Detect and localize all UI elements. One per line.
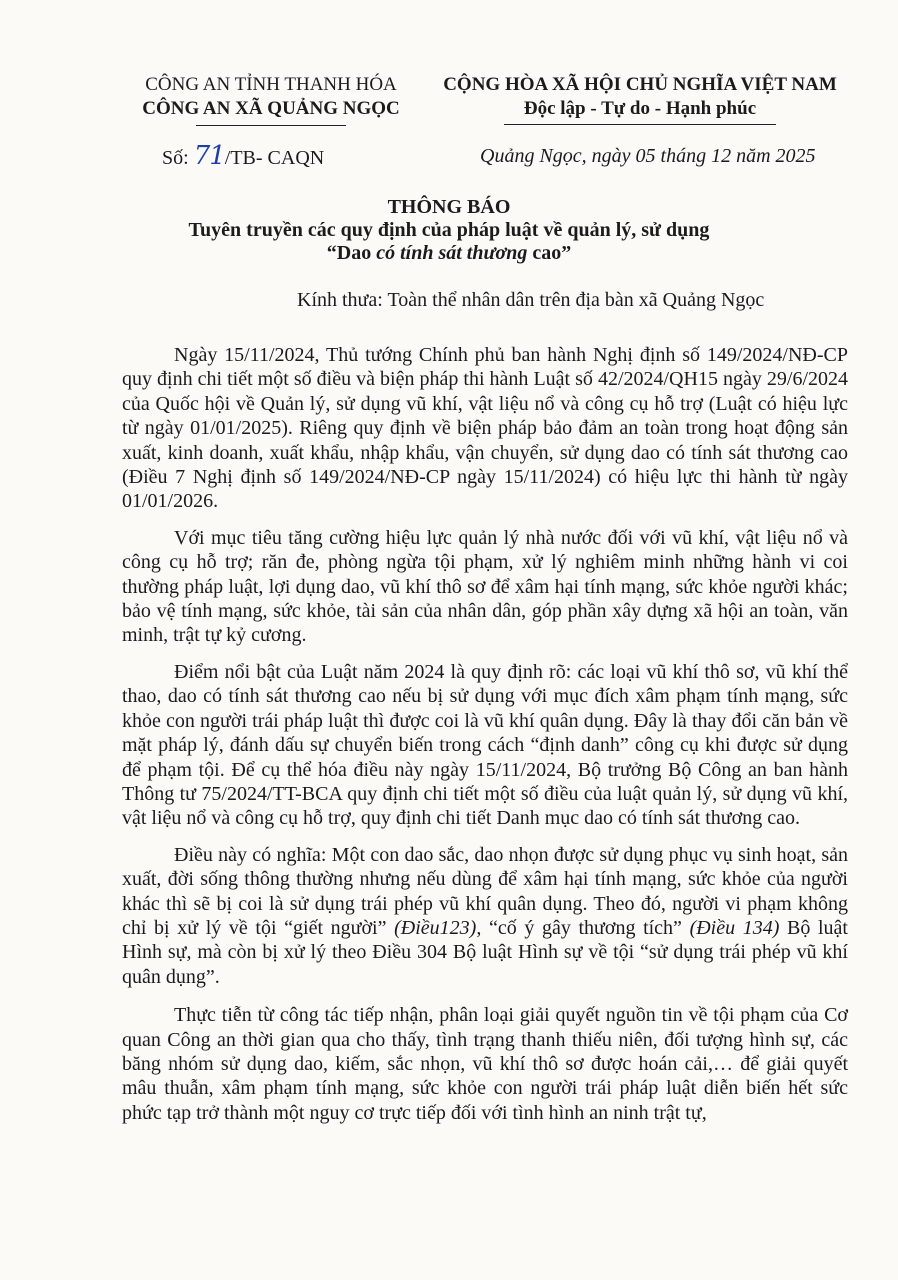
paragraph-1: Ngày 15/11/2024, Thủ tướng Chính phủ ban hành Nghị định số 149/2024/NĐ-CP quy định chi tiết một số điều và biện pháp thi hành Luật số 42/2024/QH15 ngày 29/6/2024 của Quốc hội về Quản lý, sử dụng vũ khí, vật liệu nổ và công cụ hỗ trợ (Luật có hiệu lực từ ngày 01/01/2025). Riêng quy định về biện pháp bảo đảm an toàn trong hoạt động sản xuất, kinh doanh, xuất khẩu, nhập khẩu, vận chuyển, sử dụng dao có tính sát thương cao (Điều 7 Nghị định số 149/2024/NĐ-CP ngày 15/11/2024) có hiệu lực thi hành từ ngày 01/01/2026. — [122, 344, 848, 513]
document-title: THÔNG BÁO — [387, 196, 511, 218]
motto-underline — [504, 124, 776, 125]
number-suffix: /TB- CAQN — [224, 147, 325, 169]
issuing-agency-header — [118, 73, 424, 126]
motto: Độc lập - Tự do - Hạnh phúc — [523, 98, 757, 119]
agency-underline — [196, 125, 346, 126]
document-subtitle: Tuyên truyền các quy định của pháp luật về quản lý, sử dụng — [188, 219, 710, 241]
paragraph-3: Điểm nổi bật của Luật năm 2024 là quy định rõ: các loại vũ khí thô sơ, vũ khí thể thao, dao có tính sát thương cao nếu bị sử dụng với mục đích xâm phạm tính mạng, sức khỏe con người trái pháp luật thì được coi là vũ khí quân dụng. Đây là thay đổi căn bản về mặt pháp lý, đánh dấu sự chuyển biến trong cách “định danh” công cụ khi được sử dụng để phạm tội. Để cụ thể hóa điều này ngày 15/11/2024, Bộ trưởng Bộ Công an ban hành Thông tư 75/2024/TT-BCA quy định chi tiết một số điều của luật quản lý, sử dụng vũ khí, vật liệu nổ và công cụ hỗ trợ, quy định chi tiết Danh mục dao có tính sát thương cao. — [122, 660, 848, 830]
document-title-block — [0, 196, 898, 265]
document-subtitle-line2: “Dao có tính sát thương cao” — [326, 242, 572, 264]
paragraph-5: Thực tiễn từ công tác tiếp nhận, phân loại giải quyết nguồn tin về tội phạm của Cơ quan Công an thời gian qua cho thấy, tình trạng thanh thiếu niên, đối tượng hình sự, các băng nhóm sử dụng dao, kiếm, sắc nhọn, vũ khí thô sơ được hoán cải,… để giải quyết mâu thuẫn, xâm phạm tính mạng, sức khỏe con người trái pháp luật diễn biến hết sức phức tạp trở thành một nguy cơ trực tiếp đối với tình hình an ninh trật tự, — [122, 1004, 848, 1124]
handwritten-number: 71 — [193, 141, 225, 171]
national-motto-header — [420, 73, 860, 125]
paragraph-4: Điều này có nghĩa: Một con dao sắc, dao nhọn được sử dụng phục vụ sinh hoạt, sản xuất, đời sống thông thường nhưng nếu dùng để xâm hại tính mạng, sức khỏe của người khác thì sẽ bị coi là sử dụng trái phép vũ khí quân dụng. Theo đó, người vi phạm không chỉ bị xử lý về tội “giết người” (Điều123), “cố ý gây thương tích” (Điều 134) Bộ luật Hình sự, mà còn bị xử lý theo Điều 304 Bộ luật Hình sự về tội “sử dụng trái phép vũ khí quân dụng”. — [122, 843, 848, 988]
paragraph-2: Với mục tiêu tăng cường hiệu lực quản lý nhà nước đối với vũ khí, vật liệu nổ và công cụ hỗ trợ; răn đe, phòng ngừa tội phạm, xử lý nghiêm minh những hành vi coi thường pháp luật, lợi dụng dao, vũ khí thô sơ để xâm hại tính mạng, sức khỏe người khác; bảo vệ tính mạng, sức khỏe, tài sản của nhân dân, góp phần xây dựng xã hội an toàn, văn minh, trật tự kỷ cương. — [122, 526, 848, 647]
number-prefix: Số: — [162, 147, 194, 169]
place-date: Quảng Ngọc, ngày 05 tháng 12 năm 2025 — [480, 145, 816, 167]
parent-agency: CÔNG AN TỈNH THANH HÓA — [145, 74, 397, 95]
document-body — [122, 343, 848, 1137]
salutation: Kính thưa: Toàn thể nhân dân trên địa bàn xã Quảng Ngọc — [297, 289, 765, 311]
law-reference: (Điều 134) — [689, 916, 780, 939]
document-number — [162, 142, 324, 172]
law-reference: (Điều123) — [394, 916, 477, 939]
country-name: CỘNG HÒA XÃ HỘI CHỦ NGHĨA VIỆT NAM — [443, 74, 837, 95]
issuing-agency: CÔNG AN XÃ QUẢNG NGỌC — [142, 98, 400, 119]
